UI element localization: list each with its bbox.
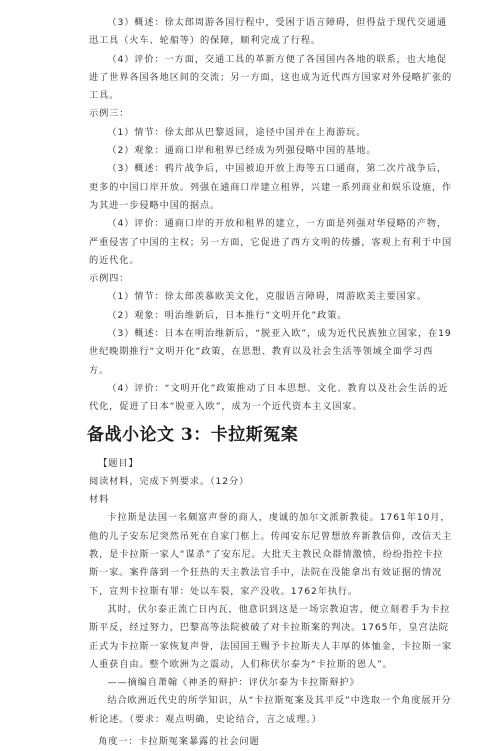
example-three [89, 105, 453, 270]
paragraph: （4）评价：一方面，交通工具的革新方便了各国国内各地的联系，也大地促进了世界各国各地区间的交流；另一方面，这也成为近代西方国家对外侵略扩张的工具。 [89, 53, 453, 102]
example-item: （3）概述：日本在明治维新后，“脱亚入欧”，成为近代民族独立国家，在19世纪晚期推行“文明开化”政策，在思想、教育以及社会生活等领域全面学习西方。 [89, 328, 452, 376]
question-requirement: 结合欧洲近代史的所学知识，从“卡拉斯冤案及其平反”中选取一个角度展开分析论述。（要求：观点明确，史论结合，言之成理。） [89, 695, 452, 725]
example-item: （1）情节：徐太郎从巴黎返回，途径中国并在上海游玩。 [107, 126, 367, 138]
question-instruction: 阅读材料，完成下列要求。（12分） [89, 475, 250, 487]
example-two-tail [89, 14, 453, 105]
paragraph: （3）概述：徐太郎周游各国行程中，受困于语言障碍，但得益于现代交通通迅工具（火车、轮船等）的保障，顺利完成了行程。 [89, 17, 448, 47]
question-label: 【题目】 [98, 457, 139, 469]
example-item: （2）观象：通商口岸和租界已经成为列强侵略中国的基地。 [107, 145, 377, 157]
material-paragraph: 卡拉斯是法国一名颇富声誉的商人，虔诚的加尔文派新教徒。1761年10月，他的儿子安东尼突然吊死在自家门框上。传闻安东尼曾想放弃新教信仰，改信天主教，是卡拉斯一家人“谋杀”了安东尼。大批天主教民众群情激愤，纷纷指控卡拉斯一家。案件落到一个狂热的天主教法官手中，法院在没能拿出有效证据的情况下，宣判卡拉斯有罪：处以车裂，家产没收。1762年执行。 [89, 512, 453, 597]
angle-line: 角度一：卡拉斯冤案暴露的社会问题 [98, 735, 260, 747]
material-label: 材料 [89, 494, 110, 506]
example-item: （4）评价：通商口岸的开放和租界的建立，一方面是列强对华侵略的产物，严重侵害了中国的主权；另一方面，它促进了西方文明的传播，客观上有利于中国的近代化。 [89, 218, 453, 266]
example-item: （3）概述：鸦片战争后，中国被迫开放上海等五口通商，第二次片战争后，更多的中国口岸开放。列强在通商口岸建立租界，兴建一系列商业和娱乐设施，作为其进一步侵略中国的据点。 [89, 163, 453, 211]
question-block [89, 455, 453, 751]
material-source: ——摘编自萧翰《神圣的辩护：评伏尔泰为卡拉斯辩护》 [107, 677, 360, 689]
material-paragraph: 其时，伏尔泰正流亡日内瓦，他意识到这是一场宗教迫害，便立刻着手为卡拉斯平反，经过努力，巴黎高等法院被破了对卡拉斯案的判决。1765年，皇宫法院正式为卡拉斯一家恢复声誉，法国国王赐予卡拉斯夫人丰厚的体恤金，卡拉斯一家人重获自由。整个欧洲为之震动，人们称伏尔泰为“卡拉斯的恩人”。 [89, 603, 453, 670]
essay-heading: 备战小论文 3：卡拉斯冤案 [87, 424, 299, 445]
example-item: （1）情节：徐太郎羡慕欧美文化，克服语言障碍，周游欧美主要国家。 [107, 291, 427, 303]
example-label: 示例三： [89, 108, 130, 120]
example-label: 示例四： [89, 273, 130, 285]
example-four [89, 270, 453, 416]
example-item: （4）评价：“文明开化”政策推动了日本思想、文化、教育以及社会生活的近代化，促进了日本“脱亚入欧”，成为一个近代资本主义国家。 [89, 382, 449, 413]
example-item: （2）观象：明治维新后，日本推行“文明开化”政策。 [107, 309, 348, 321]
